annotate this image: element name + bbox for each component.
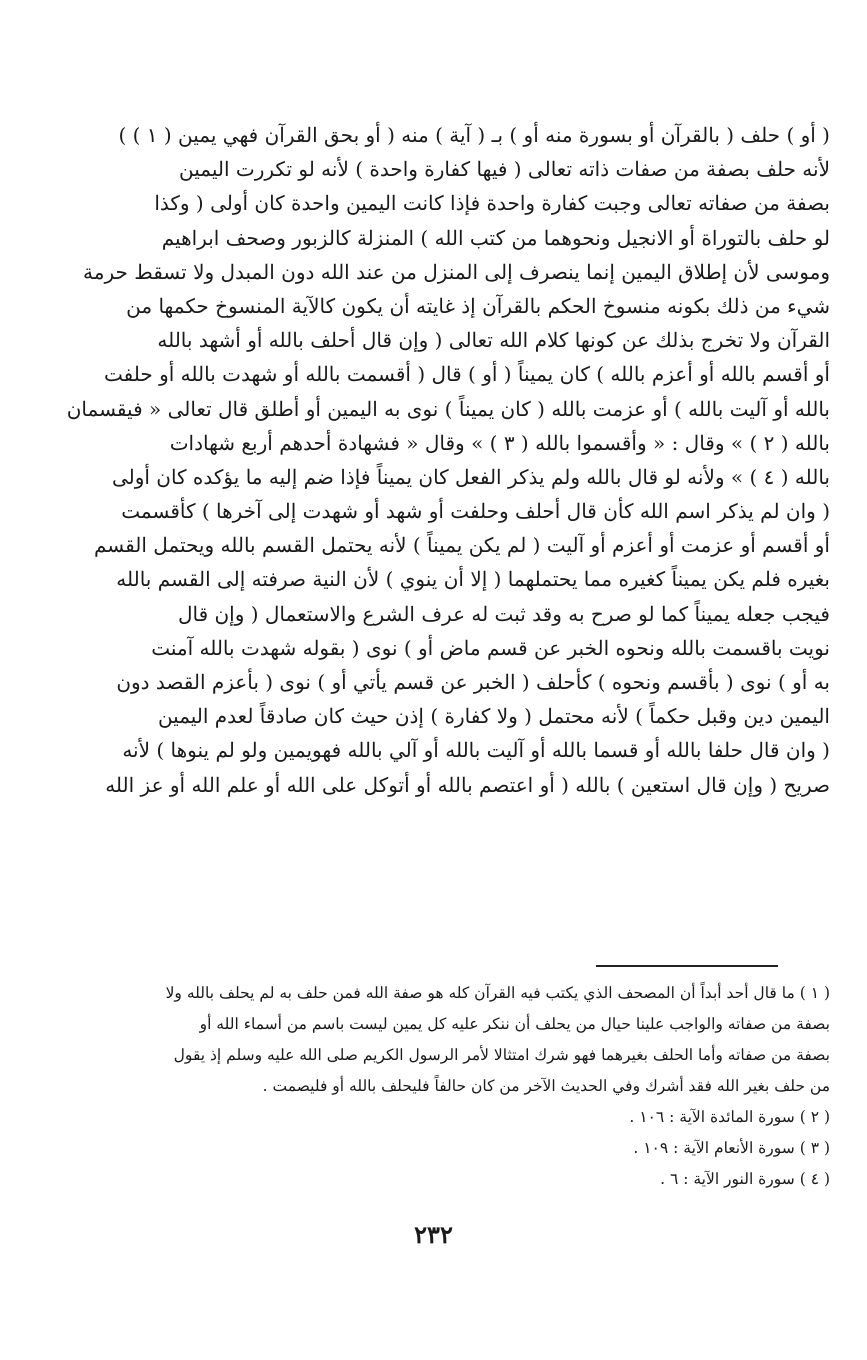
footnote-line: بصفة من صفاته وأما الحلف بغيرهما فهو شرك امتثالا لأمر الرسول الكريم صلى الله عليه وسلم إذ يقول: [173, 1046, 830, 1064]
body-line: فيجب جعله يميناً كما لو صرح به وقد ثبت له عرف الشرع والاستعمال ( وإن قال: [177, 601, 830, 626]
footnote-line: ( ٢ ) سورة المائدة الآية : ١٠٦ .: [629, 1108, 830, 1126]
body-line: القرآن ولا تخرج بذلك عن كونها كلام الله تعالى ( وإن قال أحلف بالله أو أشهد بالله: [157, 328, 830, 353]
body-line: شيء من ذلك بكونه منسوخ الحكم بالقرآن إذ غايته أن يكون كالآية المنسوخ حكمها من: [126, 293, 830, 318]
body-line: ( أو ) حلف ( بالقرآن أو بسورة منه أو ) بـ ( آية ) منه ( أو بحق القرآن فهي يمين ( ١ ) ): [118, 123, 830, 147]
page-number: ٢٣٢: [414, 1220, 453, 1249]
body-line: ( وان قال حلفا بالله أو قسما بالله أو آليت بالله أو آلي بالله فهويمين ولو لم ينوها ) لأنه: [122, 738, 830, 763]
body-line: أو أقسم أو عزمت أو أعزم أو آليت ( لم يكن يميناً ) لأنه يحتمل القسم بالله ويحتمل القسم: [94, 533, 830, 558]
body-line: بصفة من صفاته تعالى وجبت كفارة واحدة فإذا كانت اليمين واحدة كان أولى ( وكذا: [154, 191, 830, 216]
footnote-divider: [596, 965, 778, 967]
footnote-line: ( ١ ) ما قال أحد أبداً أن المصحف الذي يكتب فيه القرآن كله هو صفة الله فمن حلف به لم يحلف بالله ولا: [165, 984, 830, 1002]
body-line: صريح ( وإن قال استعين ) بالله ( أو اعتصم بالله أو أتوكل على الله أو علم الله أو عز الله: [105, 772, 830, 797]
body-line: بغيره فلم يكن يميناً كغيره مما يحتملهما ( إلا أن ينوي ) لأن النية صرفته إلى القسم بالله: [116, 567, 830, 592]
footnote-line: ( ٤ ) سورة النور الآية : ٦ .: [660, 1170, 830, 1188]
body-line: اليمين دين وقبل حكماً ) لأنه محتمل ( ولا كفارة ) إذن حيث كان صادقاً لعدم اليمين: [157, 704, 830, 729]
body-line: لأنه حلف بصفة من صفات ذاته تعالى ( فيها كفارة واحدة ) لأنه لو تكررت اليمين: [179, 157, 830, 182]
main-body-text: [38, 118, 830, 802]
body-line: أو أقسم بالله أو أعزم بالله ) كان يميناً ( أو ) قال ( أقسمت بالله أو شهدت بالله أو حلفت: [104, 362, 830, 387]
footnote-line: ( ٣ ) سورة الأنعام الآية : ١٠٩ .: [633, 1139, 830, 1157]
body-line: لو حلف بالتوراة أو الانجيل ونحوهما من كتب الله ) المنزلة كالزبور وصحف ابراهيم: [161, 225, 830, 250]
body-line: نويت باقسمت بالله ونحوه الخبر عن قسم ماض أو ) نوى ( بقوله شهدت بالله آمنت: [151, 635, 830, 660]
body-line: بالله ( ٤ ) » ولأنه لو قال بالله ولم يذكر الفعل كان يميناً فإذا ضم إليه ما يؤكده كان أولى: [111, 464, 830, 489]
body-line: به أو ) نوى ( بأقسم ونحوه ) كأحلف ( الخبر عن قسم يأتي أو ) نوى ( بأعزم القصد دون: [116, 670, 830, 694]
body-line: بالله ( ٢ ) » وقال : « وأقسموا بالله ( ٣ ) » وقال « فشهادة أحدهم أربع شهادات: [169, 430, 830, 455]
body-line: بالله أو آليت بالله ) أو عزمت بالله ( كان يميناً ) نوى به اليمين أو أطلق قال تعالى « فيقسمان: [66, 396, 830, 421]
body-line: ( وان لم يذكر اسم الله كأن قال أحلف وحلفت أو شهد أو شهدت إلى آخرها ) كأقسمت: [121, 499, 830, 524]
footnote-line: بصفة من صفاته والواجب علينا حيال من يحلف أن ننكر عليه كل يمين ليست باسم من أسماء الله أو: [199, 1015, 830, 1033]
body-line: وموسى لأن إطلاق اليمين إنما ينصرف إلى المنزل من عند الله دون المبدل ولا تسقط حرمة: [83, 259, 830, 284]
footnotes-section: [40, 978, 830, 1195]
footnote-line: من حلف بغير الله فقد أشرك وفي الحديث الآخر من كان حالفاً فليحلف بالله أو فليصمت .: [262, 1077, 830, 1095]
